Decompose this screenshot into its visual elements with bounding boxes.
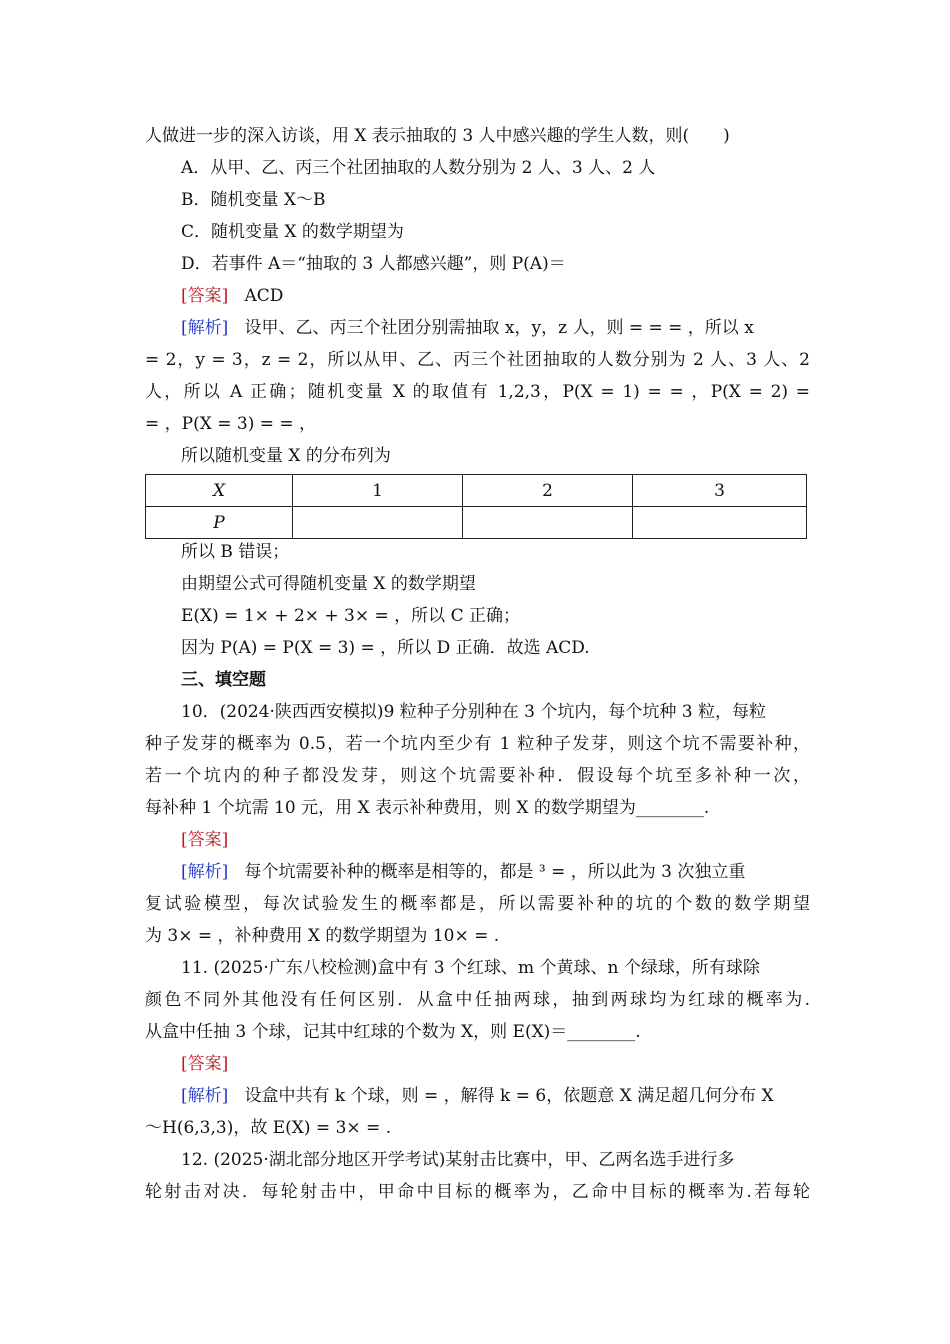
analysis-text-line: E(X) = 1× + 2× + 3× = ，所以 C 正确；	[181, 606, 520, 626]
analysis-text-line: ～H(6,3,3)，故 E(X) = 3× = .	[145, 1118, 392, 1138]
table-cell	[463, 507, 633, 539]
table-cell: 1	[293, 475, 463, 507]
problem11-text: 颜色不同外其他没有任何区别．从盒中任抽两球，抽到两球均为红球的概率为.	[145, 990, 810, 1010]
problem10-text: 若一个坑内的种子都没发芽，则这个坑需要补种．假设每个坑至多补种一次，	[145, 766, 810, 786]
answer-line-10	[181, 829, 810, 851]
analysis-text-line: 复试验模型，每次试验发生的概率都是，所以需要补种的坑的个数的数学期望	[145, 894, 810, 914]
distribution-table	[145, 474, 807, 539]
table-cell	[293, 507, 463, 539]
analysis-text-line: = 2，y = 3，z = 2，所以从甲、乙、丙三个社团抽取的人数分别为 2 人、3 人、2	[145, 350, 810, 370]
analysis-label: [解析]	[181, 1086, 229, 1106]
table-cell: P	[146, 507, 293, 539]
analysis-line-9	[181, 317, 810, 339]
analysis-text: 设盒中共有 k 个球，则 = ，解得 k = 6，依题意 X 满足超几何分布 X	[244, 1086, 774, 1106]
problem11-text: 11. (2025·广东八校检测)盒中有 3 个红球、m 个黄球、n 个绿球，所有球除	[181, 958, 760, 978]
table-row	[146, 475, 807, 507]
table-cell: 3	[633, 475, 807, 507]
answer-label: [答案]	[181, 286, 229, 306]
analysis-label: [解析]	[181, 862, 229, 882]
table-cell: X	[146, 475, 293, 507]
problem11-text: 从盒中任抽 3 个球，记其中红球的个数为 X，则 E(X)＝________.	[145, 1022, 641, 1042]
analysis-text-line: 人，所以 A 正确；随机变量 X 的取值有 1,2,3，P(X = 1) = = ，P(X = 2) =	[145, 382, 810, 402]
problem12-text: 轮射击对决．每轮射击中，甲命中目标的概率为，乙命中目标的概率为.若每轮	[145, 1182, 810, 1202]
table-row	[146, 507, 807, 539]
answer-line-11	[181, 1053, 810, 1075]
analysis-text-line: 为 3× = ，补种费用 X 的数学期望为 10× = .	[145, 926, 500, 946]
analysis-text: 每个坑需要补种的概率是相等的，都是 ³ = ，所以此为 3 次独立重	[244, 862, 746, 882]
option-a: A．从甲、乙、丙三个社团抽取的人数分别为 2 人、3 人、2 人	[181, 158, 656, 178]
answer-label: [答案]	[181, 830, 229, 850]
problem10-text: 10．(2024·陕西西安模拟)9 粒种子分别种在 3 个坑内，每个坑种 3 粒，每粒	[181, 702, 767, 722]
analysis-text-line: = ，P(X = 3) = = ，	[145, 414, 317, 434]
problem10-text: 种子发芽的概率为 0.5，若一个坑内至少有 1 粒种子发芽，则这个坑不需要补种，	[145, 734, 810, 754]
option-b: B．随机变量 X～B	[181, 190, 326, 210]
analysis-text-line: 由期望公式可得随机变量 X 的数学期望	[181, 574, 476, 594]
analysis-line-10	[181, 861, 810, 883]
answer-line-9	[181, 285, 810, 307]
section-heading: 三、填空题	[181, 670, 266, 690]
analysis-line-11	[181, 1085, 810, 1107]
analysis-text-line: 所以 B 错误；	[181, 542, 290, 562]
option-c: C．随机变量 X 的数学期望为	[181, 222, 404, 242]
table-cell: 2	[463, 475, 633, 507]
analysis-text-line: 因为 P(A) = P(X = 3) = ，所以 D 正确．故选 ACD.	[181, 638, 590, 658]
analysis-text: 设甲、乙、丙三个社团分别需抽取 x，y，z 人，则 = = = ，所以 x	[244, 318, 754, 338]
problem12-text: 12. (2025·湖北部分地区开学考试)某射击比赛中，甲、乙两名选手进行多	[181, 1150, 735, 1170]
analysis-text-line: 所以随机变量 X 的分布列为	[181, 446, 391, 466]
answer-value: ACD	[244, 286, 284, 306]
answer-label: [答案]	[181, 1054, 229, 1074]
table-cell	[633, 507, 807, 539]
problem10-text: 每补种 1 个坑需 10 元，用 X 表示补种费用，则 X 的数学期望为________.	[145, 798, 710, 818]
problem9-stem-tail: 人做进一步的深入访谈，用 X 表示抽取的 3 人中感兴趣的学生人数，则( )	[145, 126, 730, 146]
analysis-label: [解析]	[181, 318, 229, 338]
option-d: D．若事件 A＝“抽取的 3 人都感兴趣”，则 P(A)＝	[181, 254, 566, 274]
